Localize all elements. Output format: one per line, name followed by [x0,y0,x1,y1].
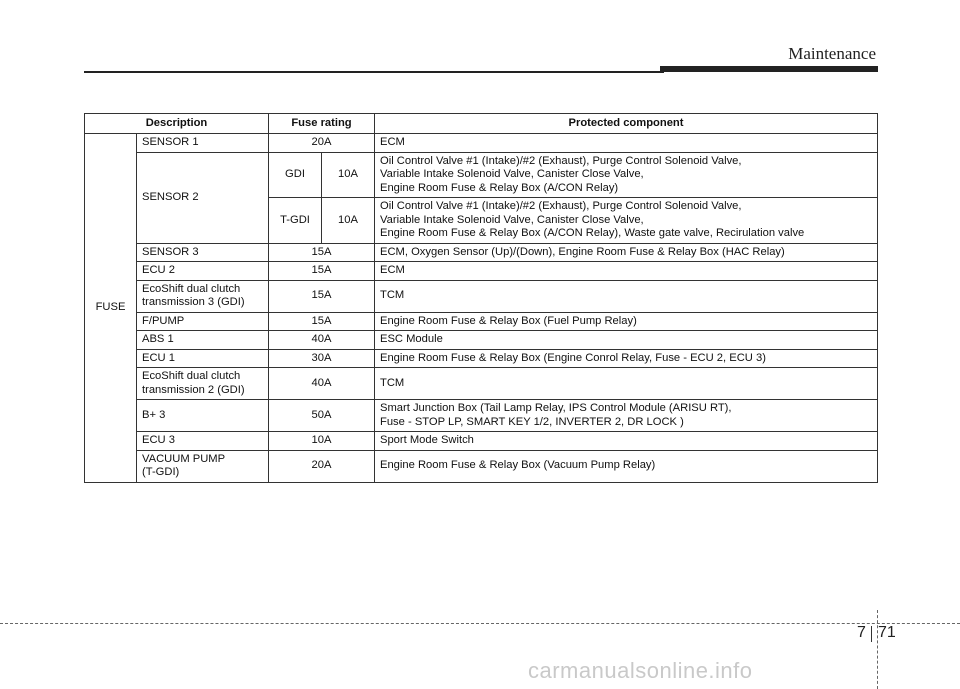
description-line: VACUUM PUMP [142,452,226,465]
component-line: Oil Control Valve #1 (Intake)/#2 (Exhaust), Purge Control Solenoid Valve, [380,200,742,212]
row-description: SENSOR 3 [137,243,269,262]
row-rating: 20A [269,450,375,482]
header-rule-accent [660,66,878,72]
row-component [375,198,878,244]
component-line: Variable Intake Solenoid Valve, Canister Close Valve, [380,168,644,180]
table-row [85,450,878,482]
row-description [137,368,269,400]
row-rating: 10A [322,152,375,198]
table-row [85,262,878,281]
row-rating: 40A [269,331,375,350]
row-description: ECU 1 [137,349,269,368]
row-description: ABS 1 [137,331,269,350]
table-header-row [85,114,878,134]
row-rating: 10A [322,198,375,244]
row-component: ECM [375,262,878,281]
row-component: ECM [375,134,878,153]
row-description [137,450,269,482]
table-row [85,432,878,451]
footer-rule [0,623,960,624]
row-component: TCM [375,368,878,400]
row-description: F/PUMP [137,312,269,331]
row-component: TCM [375,280,878,312]
table-row [85,243,878,262]
description-line: (T-GDI) [142,466,180,478]
row-description: ECU 2 [137,262,269,281]
component-line: Oil Control Valve #1 (Intake)/#2 (Exhaust), Purge Control Solenoid Valve, [380,154,742,167]
row-description: SENSOR 2 [137,152,269,243]
component-line: Engine Room Fuse & Relay Box (A/CON Relay), Waste gate valve, Recirulation valve [380,227,805,239]
footer-tick [877,610,878,689]
row-description: ECU 3 [137,432,269,451]
header-protected-component: Protected component [375,114,878,134]
chapter-number: 7 [857,624,866,641]
fuse-group-label: FUSE [85,134,137,483]
row-component [375,400,878,432]
description-line: EcoShift dual clutch [142,282,241,295]
row-rating: 40A [269,368,375,400]
row-rating: 15A [269,243,375,262]
header-description: Description [85,114,269,134]
row-rating: 15A [269,262,375,281]
row-description [137,280,269,312]
page-number: 71 [878,624,896,641]
row-description: B+ 3 [137,400,269,432]
row-rating: 15A [269,312,375,331]
table-row [85,368,878,400]
table-row [85,134,878,153]
component-line: Smart Junction Box (Tail Lamp Relay, IPS Control Module (ARISU RT), [380,402,732,414]
page-divider [871,626,872,642]
row-rating: 30A [269,349,375,368]
row-component: Engine Room Fuse & Relay Box (Vacuum Pump Relay) [375,450,878,482]
row-component: Sport Mode Switch [375,432,878,451]
row-component [375,152,878,198]
description-line: transmission 3 (GDI) [142,296,245,308]
row-variant: GDI [269,152,322,198]
description-line: transmission 2 (GDI) [142,383,245,396]
watermark: carmanualsonline.info [528,658,753,683]
row-component: ECM, Oxygen Sensor (Up)/(Down), Engine Room Fuse & Relay Box (HAC Relay) [375,243,878,262]
table-row [85,349,878,368]
section-title: Maintenance [788,44,876,63]
component-line: Engine Room Fuse & Relay Box (A/CON Relay) [380,181,619,194]
row-component: ESC Module [375,331,878,350]
row-rating: 20A [269,134,375,153]
row-component: Engine Room Fuse & Relay Box (Engine Conrol Relay, Fuse - ECU 2, ECU 3) [375,349,878,368]
table-row [85,312,878,331]
table-row [85,400,878,432]
table-row [85,331,878,350]
table-row [85,280,878,312]
row-component: Engine Room Fuse & Relay Box (Fuel Pump Relay) [375,312,878,331]
header-fuse-rating: Fuse rating [269,114,375,134]
header-rule [84,71,664,73]
table-row [85,152,878,198]
fuse-table [84,113,878,483]
description-line: EcoShift dual clutch [142,370,241,382]
row-variant: T-GDI [269,198,322,244]
component-line: Variable Intake Solenoid Valve, Canister Close Valve, [380,213,644,226]
row-rating: 15A [269,280,375,312]
row-rating: 10A [269,432,375,451]
row-description: SENSOR 1 [137,134,269,153]
row-rating: 50A [269,400,375,432]
component-line: Fuse - STOP LP, SMART KEY 1/2, INVERTER 2, DR LOCK ) [380,415,684,428]
